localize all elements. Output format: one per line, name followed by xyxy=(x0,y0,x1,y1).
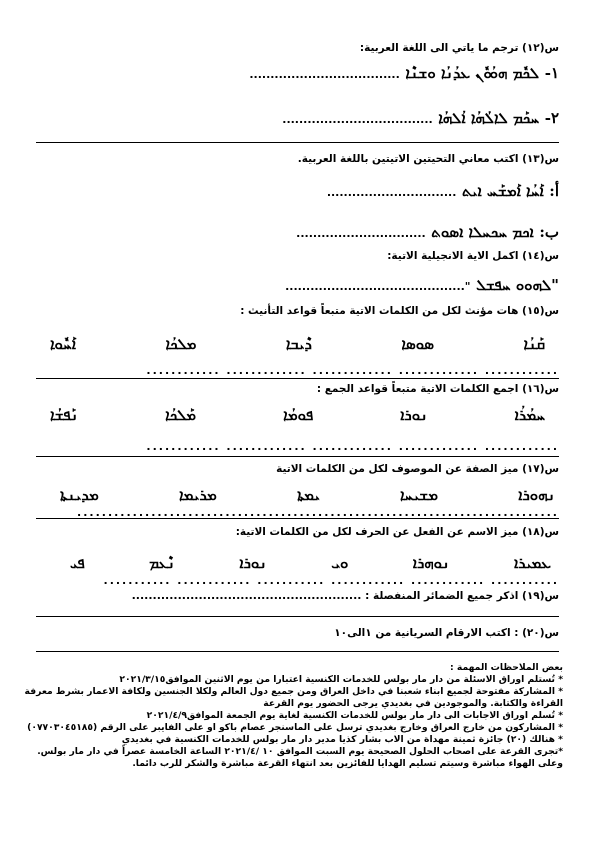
q16-word: ܢܰܦܫܳܐ xyxy=(50,406,79,424)
q15-word-row xyxy=(50,335,545,353)
note-item: * تُسلم اوراق الاجابات الى دار مار بولس للخدمات الكنسية لغاية يوم الجمعة الموافق٢٠٢١/٤/٩ xyxy=(146,710,563,721)
q12-line-2-answer[interactable]: .................................... xyxy=(282,113,433,126)
q15-word: ܐܰܚܽܘܐ xyxy=(50,335,77,353)
q14-verse-syriac: "ܠܗܘܘ ܚܦܫܠ xyxy=(476,276,559,294)
divider xyxy=(36,142,559,143)
q17-word: ܝܡܬܐ xyxy=(297,486,320,504)
q18-word: ܦܝ xyxy=(70,554,85,572)
q14-title: س(١٤) اكمل الاية الانجيلية الاتية: xyxy=(387,250,559,262)
q17-answers[interactable]: .............................................................................. xyxy=(77,506,559,519)
q16-title: س(١٦) اجمع الكلمات الاتية متبعاً قواعد الجمع : xyxy=(316,383,559,395)
q15-title: س(١٥) هات مؤنث لكل من الكلمات الاتية متبعاً قواعد التأنيث : xyxy=(240,305,559,317)
q15-word: ܩܰܢܳܐ xyxy=(523,335,545,353)
q18-word: ܢܘܪܐ xyxy=(239,554,267,572)
q18-title: س(١٨) ميز الاسم عن الفعل عن الحرف لكل من الكلمات الاتية: xyxy=(235,526,559,538)
q15-word: ܣܘܣܐ xyxy=(401,335,434,353)
note-item: * المشاركة مفتوحة لجميع ابناء شعبنا في داخل العراق ومن جميع دول العالم ولكلا الجنسين ولكافة الاعمار بشرط معرفة القراءة والكتابة. والموجودين في بغديدي يرجى الحضور يوم القرعة xyxy=(24,686,563,709)
note-item: * هنالك (٢٠) جائزة ثمينة مهداة من الاب بشار كذيا مدير دار مار بولس للخدمات الكنسية في بغديدي xyxy=(121,734,563,745)
q12-line-2-number: ٢- xyxy=(544,109,559,127)
q15-word: ܕܶܝܒܐ xyxy=(285,335,312,353)
q17-title: س(١٧) ميز الصفة عن الموصوف لكل من الكلمات الاتية xyxy=(276,463,559,475)
q13-line-b-syriac: ܐܟܡ ܚܟܚܠܐ ܐܣܘܬ xyxy=(431,223,534,241)
divider xyxy=(36,456,559,457)
q19-line xyxy=(36,589,559,602)
q17-word: ܢܗܘܪܐ xyxy=(518,486,555,504)
q18-word: ܘܝ xyxy=(331,554,349,572)
q16-word: ܦܘܡܳܐ xyxy=(283,406,314,424)
q17-word: ܡܕܝܢܬܐ xyxy=(60,486,99,504)
q12-line-2 xyxy=(36,108,559,127)
q18-word: ܥܡܝܪܐ xyxy=(513,554,551,572)
note-item: * تُستلم اوراق الاسئلة من دار مار بولس للخدمات الكنسية اعتبارا من يوم الاثنين الموافق٢٠٢١/٣/١٥ xyxy=(119,674,563,685)
note-item: *تجرى القرعة على اصحاب الحلول الصحيحة يوم السبت الموافق ١٠ /٢٠٢١/٤ الساعة الخامسة عصراً في دار مار بولس. وعلى الهواء مباشرة وسيتم تسليم الهدايا للفائزين بعد انتهاء القرعة مباشرة والشكر للرب دائما. xyxy=(37,746,563,769)
q16-word: ܡܰܠܟܳܐ xyxy=(165,406,197,424)
divider xyxy=(36,378,559,379)
notes-section xyxy=(20,662,563,770)
q18-word: ܢܘܗܪܐ xyxy=(412,554,450,572)
q18-word-row xyxy=(70,554,551,572)
q12-line-1-syriac: ܠܟܽܡ ܗܘܳܘܽܢ ܥܕܳܢܳܐ ܘܫܢܶܐ xyxy=(405,64,540,82)
q17-word-row xyxy=(60,486,555,504)
q13-line-a-answer[interactable]: ............................... xyxy=(326,186,457,199)
q13-line-a xyxy=(36,181,559,200)
q13-line-b xyxy=(36,222,559,241)
q13-title: س(١٣) اكتب معاني التحيتين الاتيتين باللغة العربية. xyxy=(297,153,559,165)
q19-title: س(١٩) اذكر جميع الضمائر المنفصلة : xyxy=(365,590,559,602)
divider xyxy=(36,518,559,519)
q12-title: س(١٢) ترجم ما ياتي الى اللغة العربية: xyxy=(359,42,559,54)
q17-word: ܡܪܝܡܐ xyxy=(179,486,217,504)
q15-word: ܡܠܟܳܐ xyxy=(165,335,197,353)
q18-answers[interactable]: ........... ............ ............ ........... ............ ........... xyxy=(103,574,559,587)
q13-line-b-answer[interactable]: ............................... xyxy=(296,227,426,240)
q14-verse-line xyxy=(36,275,559,294)
q12-line-2-syriac: ܚܟܰܡ ܠܐܠܳܗܳܐ ܐܳܠܗܳܐ xyxy=(438,109,540,127)
q12-line-1-number: ١- xyxy=(544,64,559,82)
q16-word: ܚܡܳܪܳܐ xyxy=(514,406,545,424)
q16-answers[interactable]: ............ ............. ............. ............. ............ xyxy=(146,440,559,453)
notes-heading: بعض الملاحظات المهمة : xyxy=(450,662,563,673)
q19-answer[interactable]: ....................................................... xyxy=(131,589,362,602)
divider xyxy=(36,651,559,652)
q12-line-1 xyxy=(36,63,559,82)
divider xyxy=(36,616,559,617)
q14-verse-answer[interactable]: "........................................... xyxy=(285,280,471,293)
q16-word: ܢܘܪܐ xyxy=(400,406,428,424)
q13-line-b-letter: ب: xyxy=(539,223,559,241)
q17-word: ܡܫܝܚܐ xyxy=(400,486,438,504)
note-item: * المشاركون من خارج العراق وخارج بغديدي ترسل على الماسنجر عصام باكو او على الفايبر على الرقم (٠٧٧٠٣٠٤٥١٨٥) xyxy=(27,722,563,733)
q18-word: ܢܶܥܡ xyxy=(149,554,175,572)
q13-line-a-letter: أ: xyxy=(549,182,559,200)
q15-answers[interactable]: ............ ............. ............. ............. ............ xyxy=(146,364,559,377)
q20-title: س(٢٠) : اكتب الارقام السريانية من ١الى١٠ xyxy=(334,627,559,639)
q16-word-row xyxy=(50,406,545,424)
q13-line-a-syriac: ܐܰܚܳܐ ܐܰܡܫܰܚ ܐܝܬ xyxy=(461,182,544,200)
q12-line-1-answer[interactable]: .................................... xyxy=(249,68,400,81)
